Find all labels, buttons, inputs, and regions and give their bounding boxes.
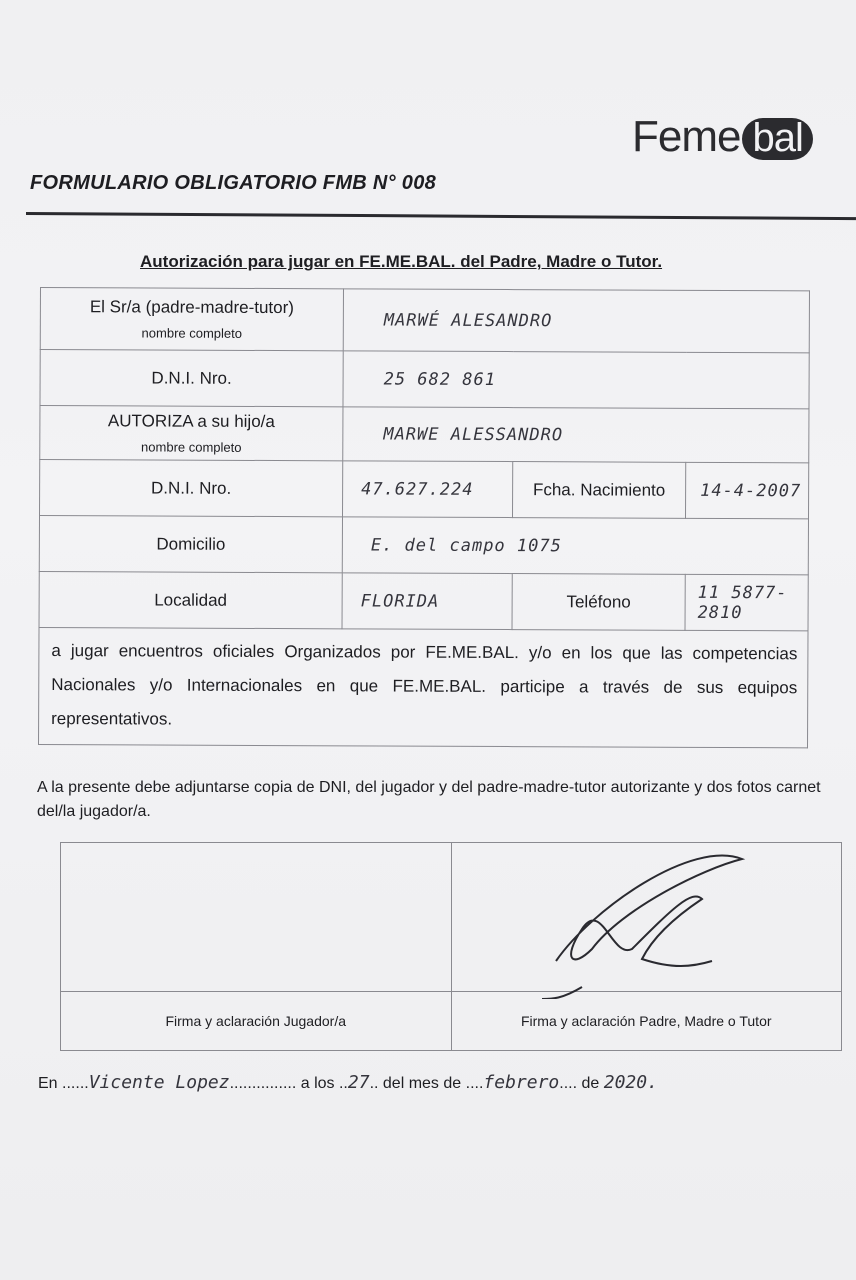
en-label: En xyxy=(38,1075,58,1092)
femebal-logo: Feme bal xyxy=(632,112,813,162)
child-sublabel: nombre completo xyxy=(141,439,242,455)
child-dni-row xyxy=(40,460,809,519)
parent-sublabel: nombre completo xyxy=(141,325,243,341)
player-signature-label: Firma y aclaración Jugador/a xyxy=(61,992,452,1051)
child-dni-field[interactable]: 47.627.224 xyxy=(343,461,513,518)
parent-signature-box[interactable] xyxy=(451,843,842,992)
parent-dni-label: D.N.I. Nro. xyxy=(40,350,343,407)
parent-label-cell xyxy=(40,288,343,351)
locality-row xyxy=(39,571,808,630)
a-los-label: a los xyxy=(300,1075,335,1092)
authorization-table xyxy=(38,287,810,748)
phone-label: Teléfono xyxy=(512,574,685,631)
parent-label: El Sr/a (padre-madre-tutor) xyxy=(89,297,294,318)
child-name-field[interactable]: MARWE ALESSANDRO xyxy=(343,407,809,463)
date-place-line: En ......Vicente Lopez............... a los ..27.. del mes de ....febrero.... de 2020. xyxy=(38,1072,658,1093)
address-label: Domicilio xyxy=(39,516,342,573)
signature-table xyxy=(60,842,842,1051)
birth-date-field[interactable]: 14-4-2007 xyxy=(685,462,808,519)
authorization-text-row xyxy=(39,627,809,747)
parent-name-row xyxy=(40,288,809,353)
child-label: AUTORIZA a su hijo/a xyxy=(107,411,275,432)
place-field[interactable]: Vicente Lopez xyxy=(88,1072,230,1093)
de-label: de xyxy=(581,1075,600,1092)
parent-name-field[interactable]: MARWÉ ALESANDRO xyxy=(343,289,809,353)
child-dni-label: D.N.I. Nro. xyxy=(40,460,343,517)
birth-date-label: Fcha. Nacimiento xyxy=(512,462,685,519)
parent-dni-field[interactable]: 25 682 861 xyxy=(343,351,809,409)
mes-label: del mes de xyxy=(382,1075,462,1092)
day-field[interactable]: 27 xyxy=(347,1072,370,1093)
header-rule xyxy=(26,212,856,220)
authorization-paragraph: a jugar encuentros oficiales Organizados por FE.ME.BAL. y/o en los que las competencias Nacionales y/o Internacionales en que FE.ME.BAL. participe a través de sus equipos representativos. xyxy=(39,627,809,747)
form-subtitle: Autorización para jugar en FE.ME.BAL. del Padre, Madre o Tutor. xyxy=(140,252,663,271)
locality-field[interactable]: FLORIDA xyxy=(342,573,512,630)
child-name-row xyxy=(40,406,809,463)
address-row xyxy=(39,516,808,575)
child-label-cell xyxy=(40,406,343,461)
parent-signature-label: Firma y aclaración Padre, Madre o Tutor xyxy=(451,992,842,1051)
phone-field[interactable]: 11 5877-2810 xyxy=(685,574,808,631)
parent-dni-row xyxy=(40,350,809,409)
attachment-note: A la presente debe adjuntarse copia de DNI, del jugador y del padre-madre-tutor autorizante y dos fotos carnet del/la jugador/a. xyxy=(37,779,821,820)
month-field[interactable]: febrero xyxy=(483,1072,560,1093)
locality-label: Localidad xyxy=(39,571,342,628)
player-signature-box[interactable] xyxy=(61,843,452,992)
address-field[interactable]: E. del campo 1075 xyxy=(342,517,808,575)
year-field[interactable]: 2020. xyxy=(603,1072,658,1093)
parent-signature-drawing xyxy=(472,849,772,999)
form-title: FORMULARIO OBLIGATORIO FMB N° 008 xyxy=(30,172,437,194)
